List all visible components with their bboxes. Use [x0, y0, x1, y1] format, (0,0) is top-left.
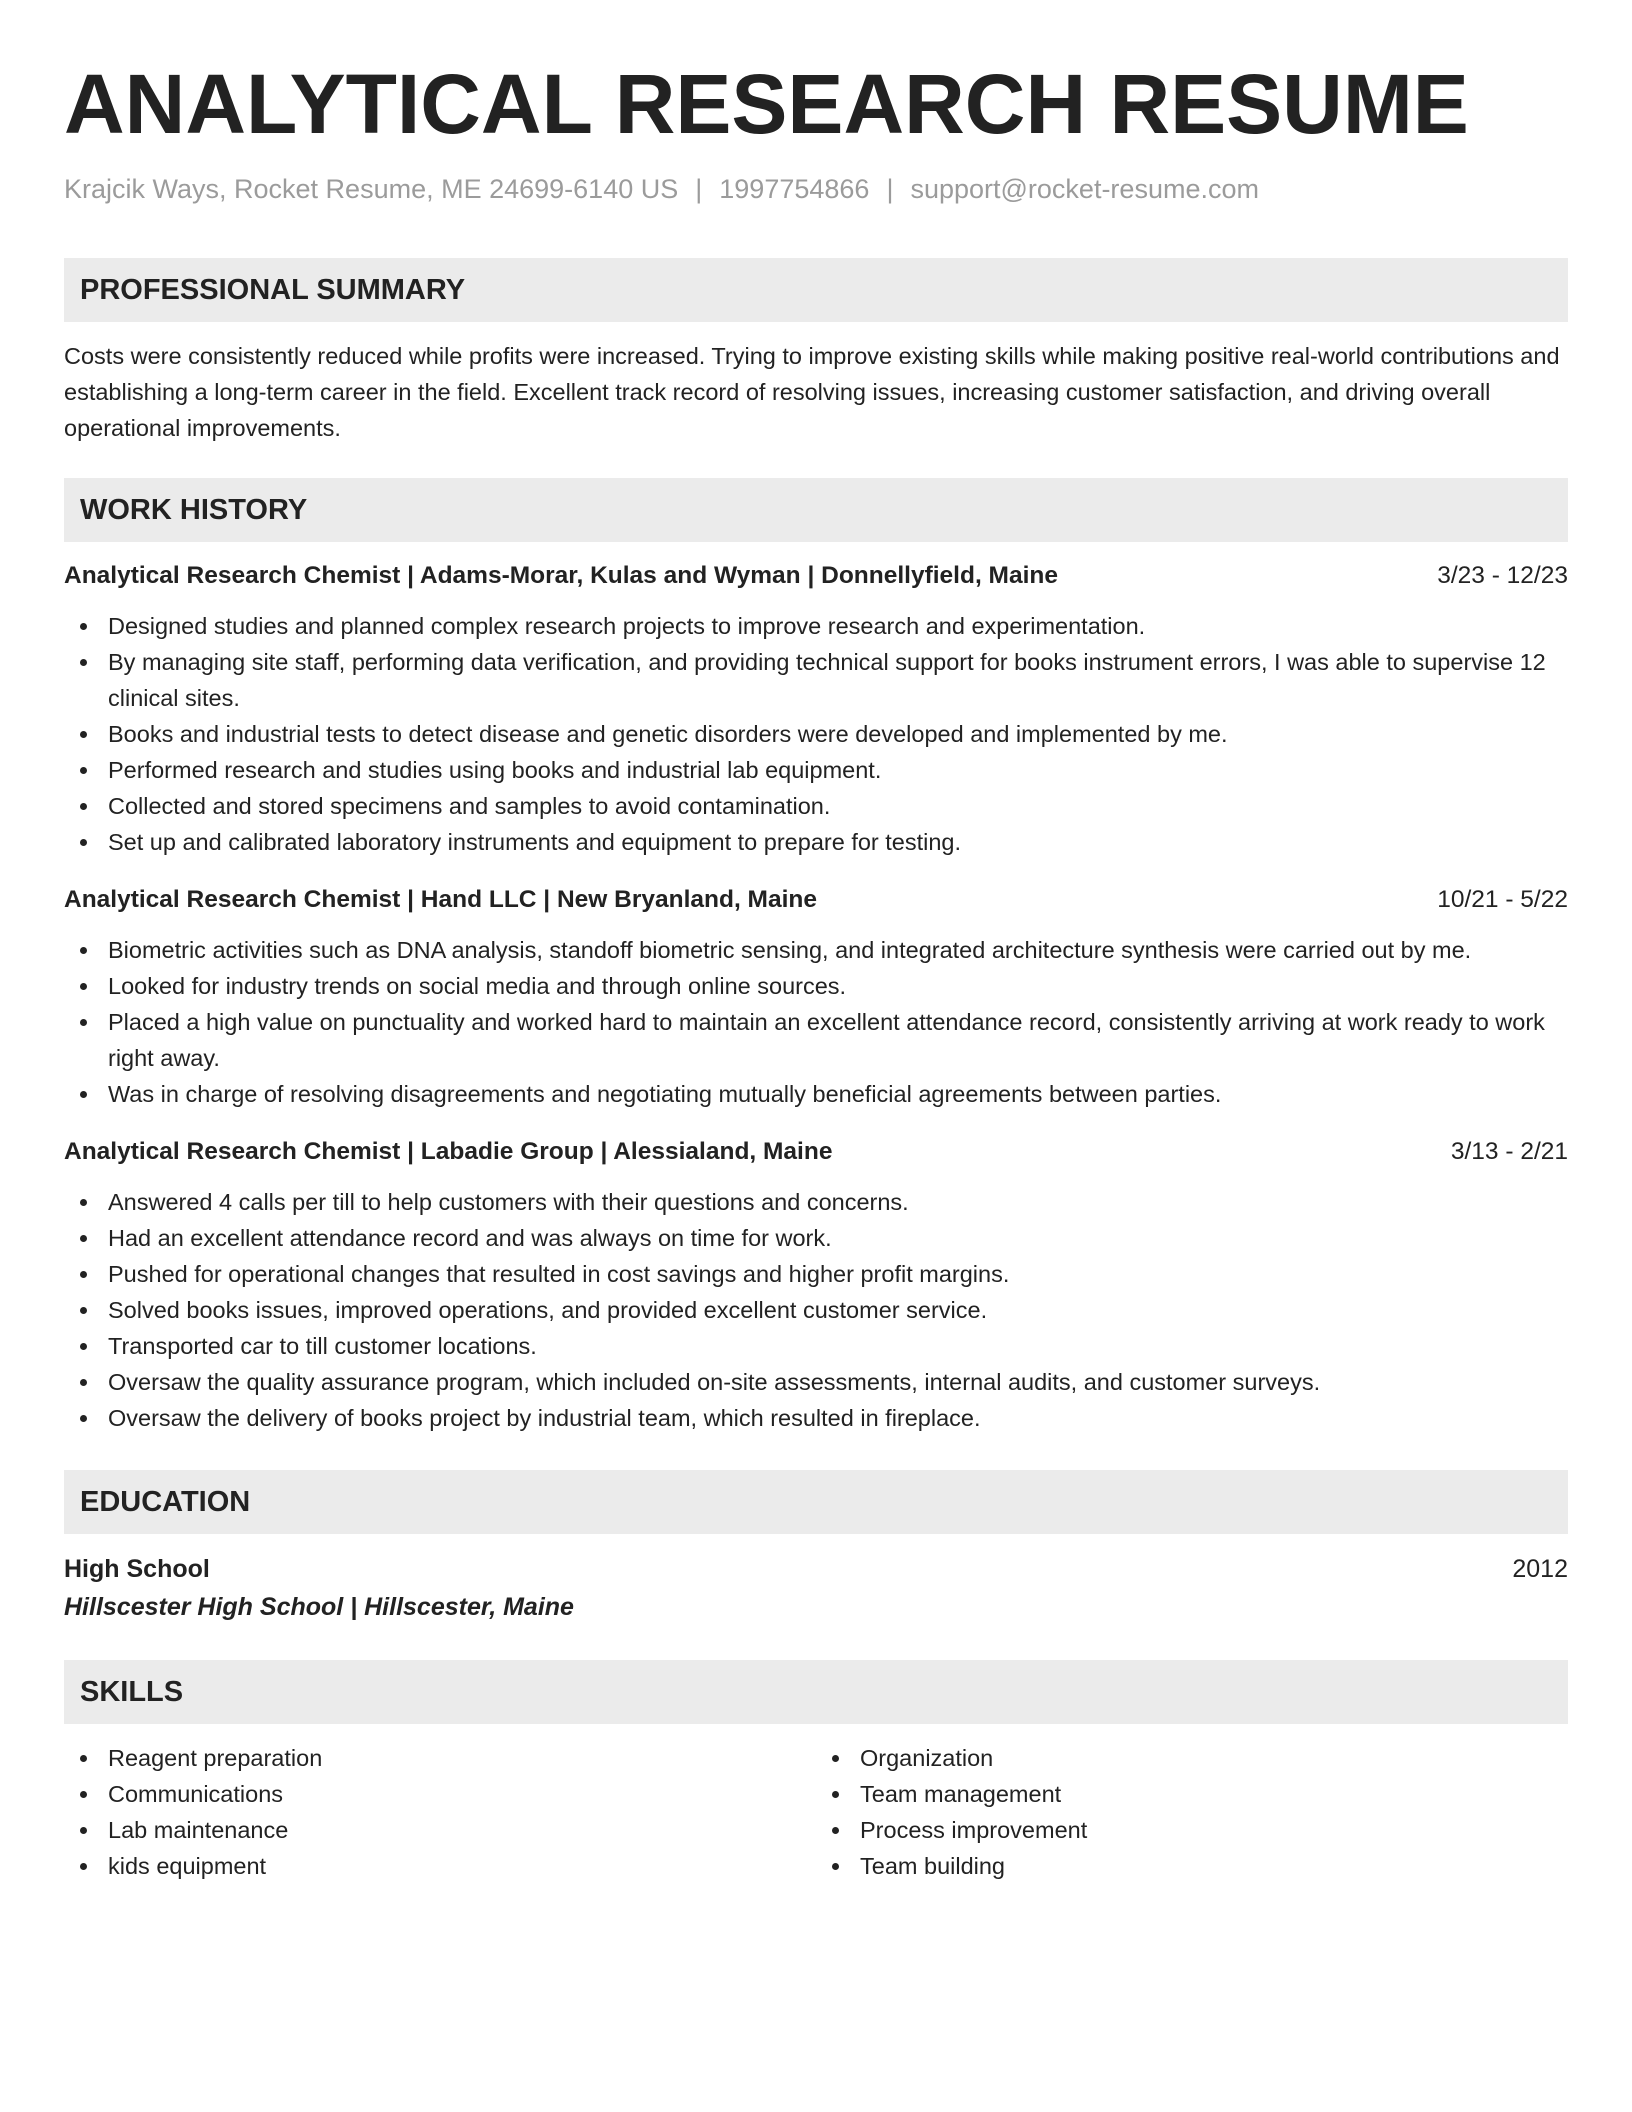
list-item: Books and industrial tests to detect disease and genetic disorders were developed and implemented by me. [64, 716, 1568, 752]
list-item: Placed a high value on punctuality and worked hard to maintain an excellent attendance record, consistently arriving at work ready to work right away. [64, 1004, 1568, 1076]
job-header [64, 558, 1568, 594]
contact-email: support@rocket-resume.com [910, 174, 1259, 204]
list-item: Biometric activities such as DNA analysis, standoff biometric sensing, and integrated architecture synthesis were carried out by me. [64, 932, 1568, 968]
skill-item: Team management [816, 1776, 1568, 1812]
summary-text: Costs were consistently reduced while profits were increased. Trying to improve existing skills while making positive real-world contributions and establishing a long-term career in the field. Excellent track record of resolving issues, increasing customer satisfaction, and driving overall operational improvements. [64, 343, 1560, 441]
contact-address: Krajcik Ways, Rocket Resume, ME 24699-6140 US [64, 174, 679, 204]
job-title: Analytical Research Chemist | Hand LLC | New Bryanland, Maine [64, 886, 817, 913]
section-header-work-history [64, 478, 1568, 542]
section-heading: EDUCATION [80, 1485, 251, 1518]
list-item: Set up and calibrated laboratory instruments and equipment to prepare for testing. [64, 824, 1568, 860]
list-item: Designed studies and planned complex research projects to improve research and experimentation. [64, 608, 1568, 644]
section-heading: WORK HISTORY [80, 493, 308, 526]
section-heading: SKILLS [80, 1675, 184, 1708]
contact-separator: | [886, 174, 894, 204]
contact-line [64, 172, 1568, 206]
list-item: Was in charge of resolving disagreements and negotiating mutually beneficial agreements between parties. [64, 1076, 1568, 1112]
section-heading: PROFESSIONAL SUMMARY [80, 273, 466, 306]
job-bullets [64, 932, 1568, 1112]
skills-grid [64, 1740, 1568, 1884]
section-header-summary [64, 258, 1568, 322]
job-dates: 3/13 - 2/21 [1450, 1138, 1568, 1165]
skill-item: Process improvement [816, 1812, 1568, 1848]
list-item: Performed research and studies using books and industrial lab equipment. [64, 752, 1568, 788]
skills-column-left [64, 1740, 816, 1884]
education-school: Hillscester High School | Hillscester, Maine [64, 1593, 574, 1621]
contact-separator: | [695, 174, 703, 204]
resume-title: ANALYTICAL RESEARCH RESUME [64, 57, 1469, 151]
section-header-skills [64, 1660, 1568, 1724]
job-title: Analytical Research Chemist | Adams-Morar, Kulas and Wyman | Donnellyfield, Maine [64, 562, 1058, 589]
list-item: Transported car to till customer locations. [64, 1328, 1568, 1364]
job-bullets [64, 1184, 1568, 1436]
job-title: Analytical Research Chemist | Labadie Group | Alessialand, Maine [64, 1138, 833, 1165]
contact-phone: 1997754866 [719, 174, 870, 204]
job-dates: 3/23 - 12/23 [1437, 562, 1568, 589]
job-entry [64, 1134, 1568, 1436]
list-item: By managing site staff, performing data verification, and providing technical support for books instrument errors, I was able to supervise 12 clinical sites. [64, 644, 1568, 716]
skills-list [64, 1740, 816, 1884]
section-header-education [64, 1470, 1568, 1534]
skill-item: kids equipment [64, 1848, 816, 1884]
list-item: Had an excellent attendance record and was always on time for work. [64, 1220, 1568, 1256]
list-item: Oversaw the quality assurance program, which included on-site assessments, internal audits, and customer surveys. [64, 1364, 1568, 1400]
skill-item: Team building [816, 1848, 1568, 1884]
skills-column-right [816, 1740, 1568, 1884]
skill-item: Lab maintenance [64, 1812, 816, 1848]
list-item: Looked for industry trends on social media and through online sources. [64, 968, 1568, 1004]
education-header [64, 1550, 1568, 1588]
job-bullets [64, 608, 1568, 860]
education-year: 2012 [1512, 1555, 1568, 1583]
list-item: Solved books issues, improved operations, and provided excellent customer service. [64, 1292, 1568, 1328]
job-entry [64, 882, 1568, 1112]
list-item: Collected and stored specimens and samples to avoid contamination. [64, 788, 1568, 824]
job-entry [64, 558, 1568, 860]
skill-item: Reagent preparation [64, 1740, 816, 1776]
job-header [64, 882, 1568, 918]
job-dates: 10/21 - 5/22 [1437, 886, 1568, 913]
list-item: Answered 4 calls per till to help customers with their questions and concerns. [64, 1184, 1568, 1220]
education-degree: High School [64, 1555, 210, 1583]
list-item: Oversaw the delivery of books project by industrial team, which resulted in fireplace. [64, 1400, 1568, 1436]
skill-item: Communications [64, 1776, 816, 1812]
list-item: Pushed for operational changes that resulted in cost savings and higher profit margins. [64, 1256, 1568, 1292]
job-header [64, 1134, 1568, 1170]
skills-list [816, 1740, 1568, 1884]
skill-item: Organization [816, 1740, 1568, 1776]
